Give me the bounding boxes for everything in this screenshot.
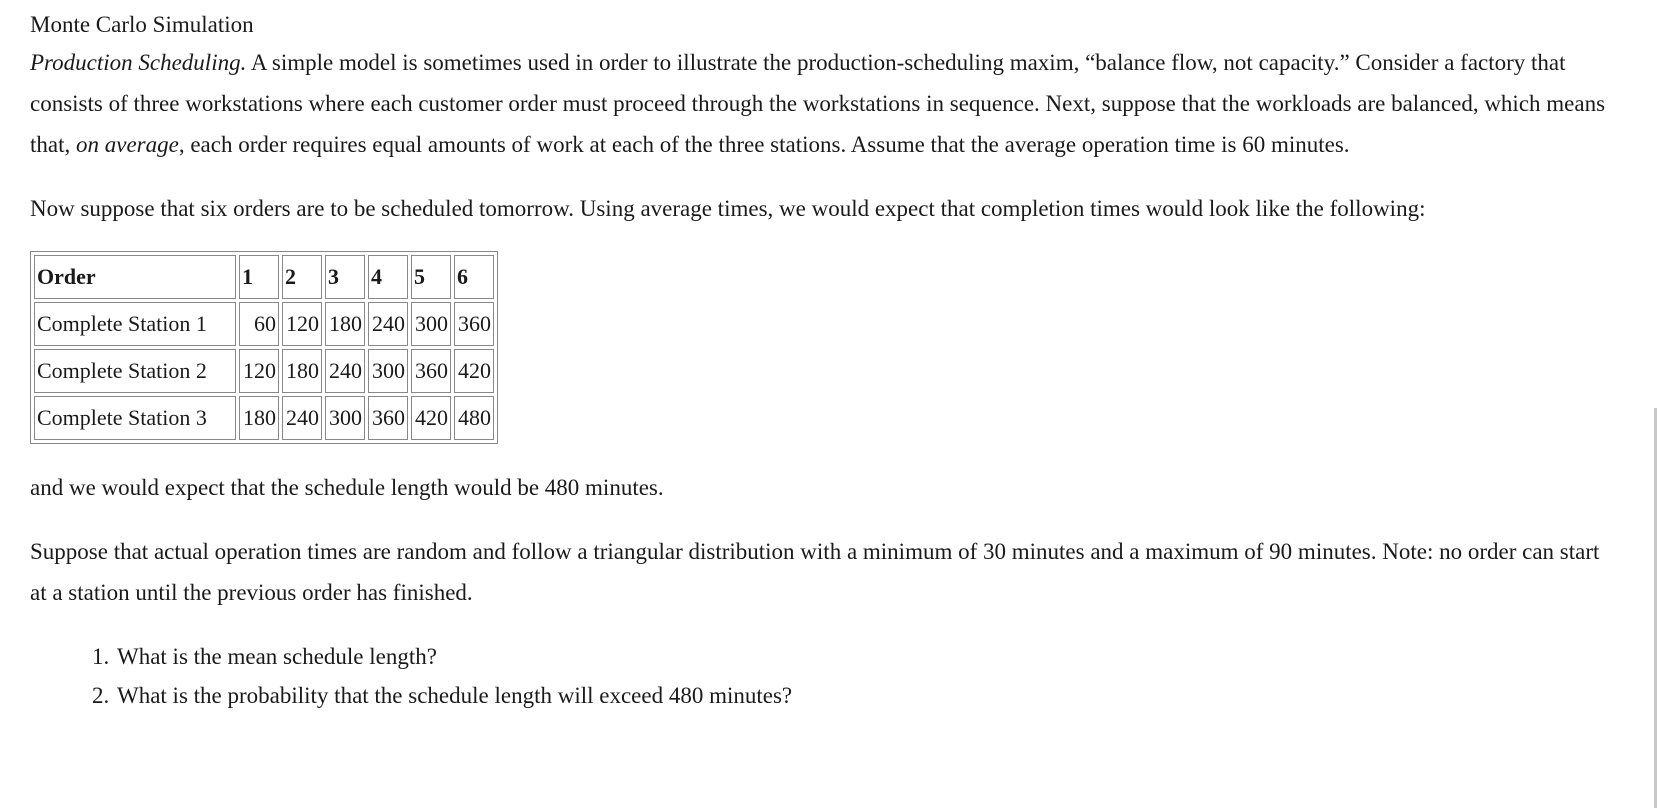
expected-length-paragraph: and we would expect that the schedule length would be 480 minutes. — [30, 475, 664, 500]
table-cell: 360 — [368, 396, 408, 440]
table-cell: 180 — [282, 349, 322, 393]
table-cell: 420 — [454, 349, 494, 393]
question-list — [30, 637, 1620, 715]
list-item: 2. What is the probability that the schedule length will exceed 480 minutes? — [115, 676, 1620, 715]
intro-paragraph — [30, 42, 1620, 165]
row-label: Complete Station 1 — [34, 302, 236, 346]
completion-times-table — [30, 251, 498, 444]
row-label: Complete Station 3 — [34, 396, 236, 440]
table-cell: 300 — [411, 302, 451, 346]
table-cell: 240 — [368, 302, 408, 346]
schedule-paragraph: Now suppose that six orders are to be scheduled tomorrow. Using average times, we would expect that completion times would look like the following: — [30, 196, 1426, 221]
page-title: Monte Carlo Simulation — [30, 12, 254, 37]
assumption-paragraph: Suppose that actual operation times are random and follow a triangular distribution with a minimum of 30 minutes and a maximum of 90 minutes. Note: no order can start at a station until the previous order has finished. — [30, 539, 1600, 605]
intro-text-1: A simple model is sometimes used in order to illustrate the production-scheduling maxim, “balance flow, not capacity.” Consider a factory that consists of three workstations where each customer order must proceed through the workstations in sequence. Next, suppose that the workloads are balanced, which means that, — [30, 50, 1606, 157]
list-item: 1. What is the mean schedule length? — [115, 637, 1620, 676]
table-cell: 240 — [325, 349, 365, 393]
table-cell: 360 — [411, 349, 451, 393]
header-order-number: 3 — [325, 255, 365, 299]
intro-lead: Production Scheduling. — [30, 50, 247, 75]
table-cell: 60 — [239, 302, 279, 346]
intro-emphasis: on average — [76, 132, 179, 157]
table-row — [34, 349, 494, 393]
table-cell: 240 — [282, 396, 322, 440]
table-header-row — [34, 255, 494, 299]
header-order-number: 4 — [368, 255, 408, 299]
row-label: Complete Station 2 — [34, 349, 236, 393]
table-row — [34, 302, 494, 346]
table-cell: 180 — [239, 396, 279, 440]
table-cell: 300 — [368, 349, 408, 393]
document — [30, 10, 1620, 715]
table-cell: 420 — [411, 396, 451, 440]
table-cell: 180 — [325, 302, 365, 346]
intro-text-2: , each order requires equal amounts of work at each of the three stations. Assume that the average operation time is 60 minutes. — [178, 132, 1350, 157]
table-cell: 480 — [454, 396, 494, 440]
header-order-number: 5 — [411, 255, 451, 299]
table-cell: 360 — [454, 302, 494, 346]
table-cell: 120 — [282, 302, 322, 346]
header-order-number: 1 — [239, 255, 279, 299]
table-row — [34, 396, 494, 440]
header-order-number: 6 — [454, 255, 494, 299]
table-cell: 300 — [325, 396, 365, 440]
table-cell: 120 — [239, 349, 279, 393]
header-order-number: 2 — [282, 255, 322, 299]
header-order-label: Order — [34, 255, 236, 299]
